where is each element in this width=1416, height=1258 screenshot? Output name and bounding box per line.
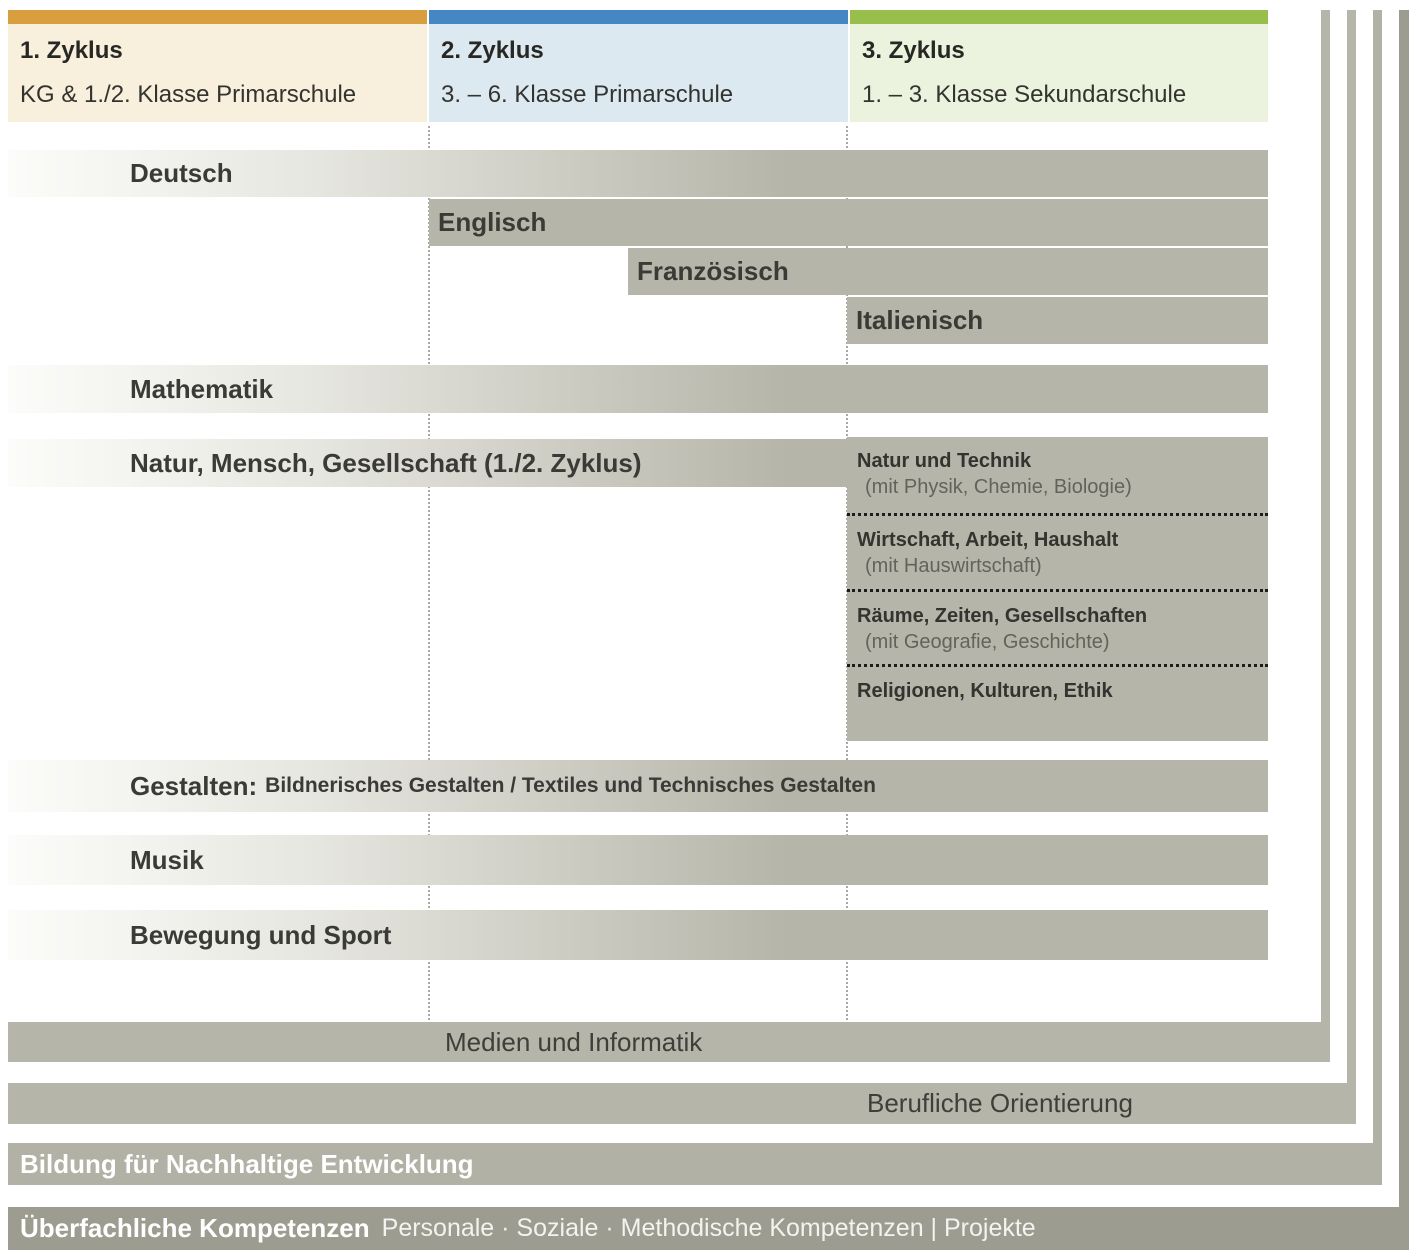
cycle1-accent-strip	[8, 10, 427, 24]
nmg-item-raeume	[847, 589, 1268, 664]
cross-label-ueberfachlich-bold: Überfachliche Kompetenzen	[20, 1213, 370, 1243]
cross-bar-berufliche-orientierung	[8, 1083, 1356, 1124]
subject-bar-bewegung-sport	[8, 910, 1268, 960]
nmg-cycle3-block	[847, 437, 1268, 741]
riser-medien-informatik	[1321, 10, 1330, 1062]
subject-label-gestalten-prefix: Gestalten:	[130, 770, 258, 801]
subject-label-franzoesisch: Französisch	[637, 256, 789, 286]
cross-label-medien-informatik: Medien und Informatik	[445, 1026, 703, 1057]
subject-bar-franzoesisch	[628, 248, 1268, 295]
cycle3-accent-strip	[850, 10, 1268, 24]
nmg-item-subtitle: (mit Physik, Chemie, Biologie)	[865, 476, 1132, 498]
cycle3-header	[850, 10, 1268, 122]
subject-bar-gestalten	[8, 760, 1268, 812]
cycle1-title: 1. Zyklus	[20, 37, 123, 64]
cross-label-bne: Bildung für Nachhaltige Entwicklung	[20, 1148, 474, 1179]
cross-bar-medien-informatik	[8, 1022, 1330, 1062]
nmg-item-natur-technik	[847, 437, 1268, 513]
nmg-item-religionen	[847, 664, 1268, 741]
cycle2-subtitle: 3. – 6. Klasse Primarschule	[441, 81, 734, 108]
cycle3-subtitle: 1. – 3. Klasse Sekundarschule	[862, 81, 1187, 108]
nmg-item-title: Räume, Zeiten, Gesellschaften	[857, 605, 1148, 627]
cycle2-title: 2. Zyklus	[441, 37, 544, 64]
subject-bar-musik	[8, 835, 1268, 885]
cross-bar-ueberfachliche-kompetenzen	[8, 1207, 1409, 1250]
nmg-item-subtitle: (mit Hauswirtschaft)	[865, 555, 1042, 577]
subject-label-gestalten-rest: Bildnerisches Gestalten / Textiles und Technisches Gestalten	[265, 774, 876, 797]
nmg-item-title: Wirtschaft, Arbeit, Haushalt	[857, 529, 1119, 551]
subject-bar-nmg	[8, 439, 847, 487]
subject-label-musik: Musik	[130, 844, 204, 875]
subject-bar-deutsch	[8, 150, 1268, 197]
nmg-item-wirtschaft	[847, 513, 1268, 589]
cycle2-header	[429, 10, 848, 122]
subject-label-bewegung-sport: Bewegung und Sport	[130, 919, 392, 950]
cycle1-header	[8, 10, 427, 122]
cycle1-header-body	[8, 24, 427, 122]
subject-label-italienisch: Italienisch	[856, 305, 984, 335]
nmg-item-title: Natur und Technik	[857, 450, 1032, 472]
nmg-item-subtitle: (mit Geografie, Geschichte)	[865, 631, 1110, 653]
subject-label-nmg: Natur, Mensch, Gesellschaft (1./2. Zyklus)	[130, 447, 642, 478]
cycle2-header-body	[429, 24, 848, 122]
subject-label-englisch: Englisch	[438, 207, 547, 237]
cycle3-title: 3. Zyklus	[862, 37, 965, 64]
subject-bar-englisch	[429, 199, 1268, 246]
subject-bar-italienisch	[847, 297, 1268, 344]
cycle3-header-body	[850, 24, 1268, 122]
riser-berufliche-orientierung	[1347, 10, 1356, 1124]
riser-bne	[1373, 10, 1382, 1185]
subject-bar-mathematik	[8, 365, 1268, 413]
cross-label-berufliche-orientierung: Berufliche Orientierung	[867, 1088, 1133, 1118]
subject-label-deutsch: Deutsch	[130, 158, 233, 188]
cycle1-subtitle: KG & 1./2. Klasse Primarschule	[20, 81, 357, 108]
subject-label-mathematik: Mathematik	[130, 373, 274, 404]
cross-label-ueberfachlich-rest: Personale · Soziale · Methodische Kompetenzen | Projekte	[381, 1214, 1036, 1242]
cycle2-accent-strip	[429, 10, 848, 24]
nmg-item-title: Religionen, Kulturen, Ethik	[857, 680, 1113, 702]
cross-bar-bne	[8, 1143, 1382, 1185]
riser-ueberfachliche-kompetenzen	[1399, 10, 1409, 1250]
cycle1-2-boundary-dotted-line	[428, 126, 430, 1020]
